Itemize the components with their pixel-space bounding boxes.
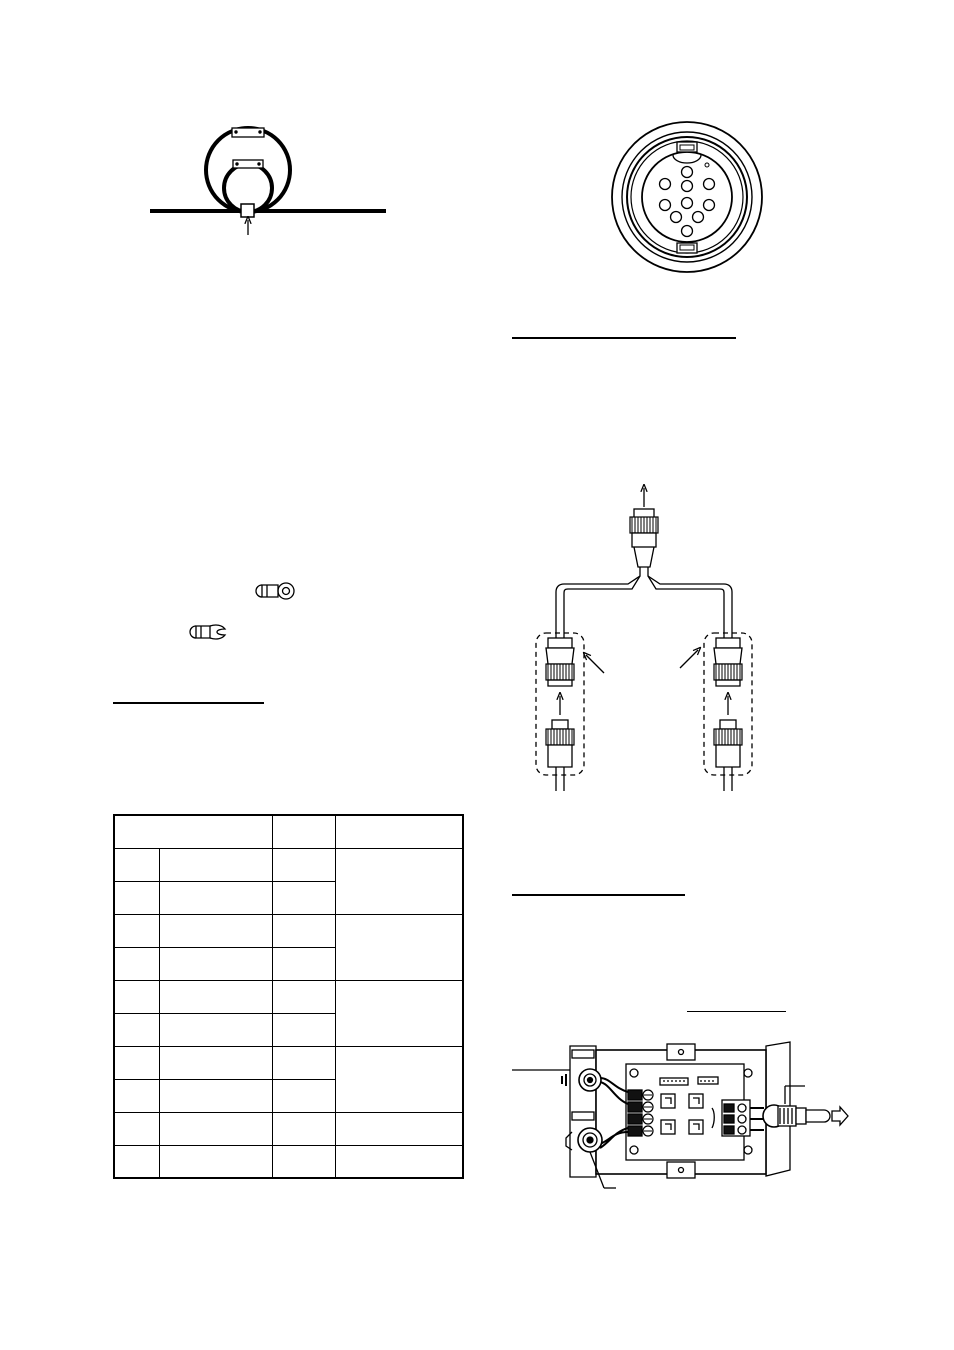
connector-pins: [660, 167, 715, 237]
cable-loop-figure: [150, 128, 386, 235]
junction-box-figure: [512, 1042, 848, 1188]
ring-terminal-icon: [256, 583, 294, 599]
spade-terminal-icon: [190, 625, 225, 639]
y-cable-figure: [536, 488, 752, 791]
output-arrow-icon: [832, 1107, 848, 1125]
connector-face-figure: [612, 122, 762, 272]
